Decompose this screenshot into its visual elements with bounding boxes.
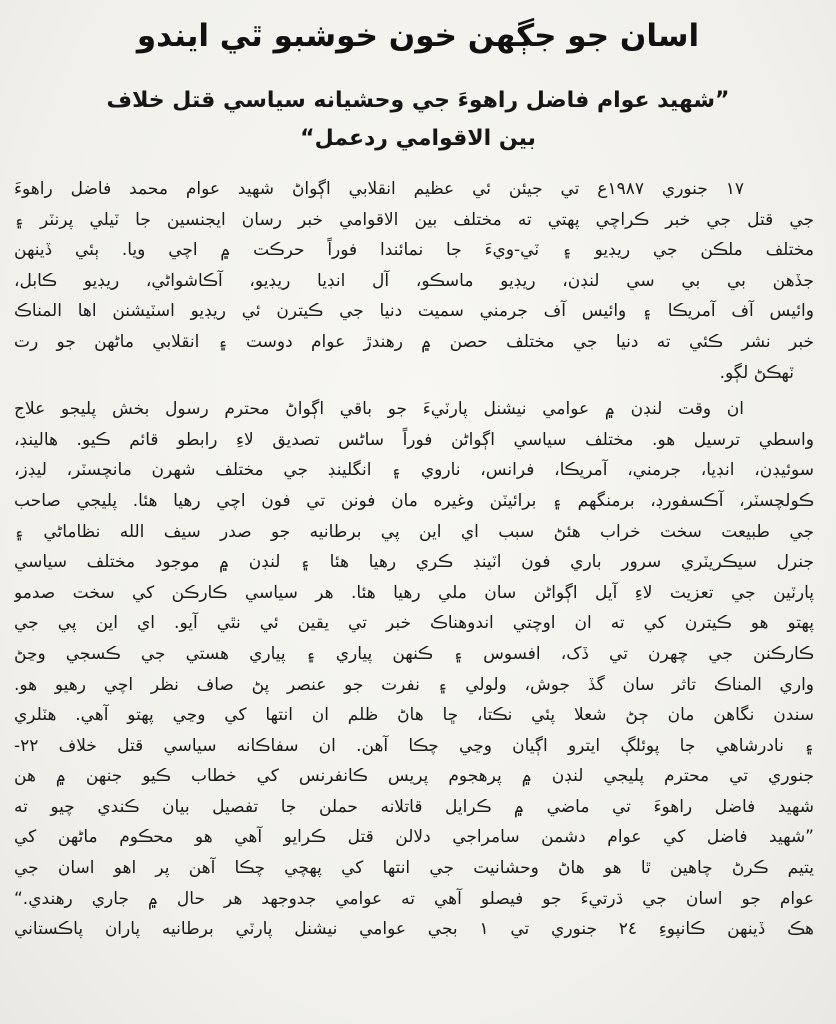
body-line: ١٧ جنوري ١٩٨٧ع تي جيئن ئي عظيم انقلابي اڳواڻ شهيد عوام محمد فاضل راهوءَ (14, 179, 744, 199)
body-line: ان وقت لنڊن ۾ عوامي نيشنل پارٽيءَ جو باقي اڳواڻ محترم رسول بخش پليجو علاج (14, 399, 744, 420)
body-line: خبر نشر ڪئي ته دنيا جي مختلف حصن ۾ رهندڙ عوام دوست ۽ انقلابي ماڻهن جو رت (14, 331, 814, 352)
article-body (14, 174, 814, 945)
paragraph-1 (14, 174, 814, 388)
body-line: ٽهڪڻ لڳو. (719, 362, 794, 383)
body-line: مختلف ملڪن جي ريڊيو ۽ ٽي-ويءَ جا نمائندا فوراً حرڪت ۾ اچي ويا. ٻئي ڏينهن (14, 240, 814, 261)
body-line: عوام جو اسان جي ڌرتيءَ جو فيصلو آهي ته عوامي جدوجهد هر حال ۾ جاري رهندي.“ (14, 888, 814, 909)
body-line: واري المناڪ تاثر سان گڏ جوش، ولولي ۽ نفرت جو عنصر پڻ صاف نظر اچي رهيو هو. (14, 674, 814, 695)
body-line: هڪ ڏينهن ڪانپوءِ ٢٤ جنوري تي ١ بجي عوامي نيشنل پارٽي برطانيه پاران پاڪستاني (14, 919, 814, 940)
body-line: سندن نگاهن مان ڄڻ شعلا پئي نڪتا، ڇا هاڻ ظلم ان انتها کي وڃي پهتو آهي. هٽلري (14, 705, 814, 726)
body-line: جي طبيعت سخت خراب هئڻ سبب اي اين پي برطانيه جو صدر سيف الله نظاماڻي ۽ (14, 521, 814, 542)
body-line: جنوري تي محترم پليجي لنڊن ۾ پرهجوم پريس ڪانفرنس کي خطاب ڪيو جنهن ۾ هن (14, 766, 814, 787)
body-line: واسطي ترسيل هو. مختلف سياسي اڳواڻن فوراً ساڻس تصديق لاءِ رابطو قائم ڪيو. هالينڊ، (14, 429, 814, 450)
body-line: ڪارڪنن جي چهرن تي ڏک، افسوس ۽ ڪنهن پياري ۽ پياري هستي جي ڪسجي وڃڻ (14, 643, 814, 664)
body-line: سوئيڊن، انڊيا، جرمني، آمريڪا، فرانس، ناروي ۽ انگلينڊ جي مختلف شهرن مانچسٽر، ليڊز، (14, 460, 814, 481)
body-line: جڏهن بي بي سي لنڊن، ريڊيو ماسڪو، آل انڊيا ريڊيو، آڪاشواڻي، ريڊيو ڪابل، (14, 270, 814, 291)
body-line: شهيد فاضل راهوءَ تي ماضي ۾ ڪرايل قاتلانه حملن جا تفصيل بيان ڪندي چيو ته (14, 796, 814, 817)
body-line: ڪولچسٽر، آڪسفورڊ، برمنگهم ۽ برائيٽن وغيره مان فونن تي فون اچي رهيا هئا. پليجي صاحب (14, 490, 814, 511)
body-line: يتيم ڪرڻ چاهين ٿا هو هاڻ وحشانيت جي انتها کي پهچي چڪا آهن پر اهو اسان جي (14, 858, 814, 879)
subhead-line-1: ”شهيد عوام فاضل راهوءَ جي وحشيانه سياسي قتل خلاف (106, 88, 730, 113)
body-line: پارٽين جي تعزيت لاءِ آيل اڳواڻن سان ملي رهيا هئا. هر سياسي ڪارڪن کي سخت صدمو (14, 582, 814, 603)
subhead-line-2: بين الاقوامي ردعمل“ (300, 126, 536, 151)
body-line: جي قتل جي خبر ڪراچي پهتي ته مختلف بين الاقوامي خبر رسان ايجنسين جا ٽيلي پرنٽر ۽ (14, 209, 814, 230)
article-headline: اسان جو جڳهن خون خوشبو ٿي ايندو (136, 18, 700, 54)
body-line: جنرل سيڪريٽري سرور باري فون اٽينڊ ڪري رهيا هئا ۽ لنڊن ۾ موجود مختلف سياسي (14, 552, 814, 573)
body-line: ”شهيد فاضل کي عوام دشمن سامراجي دلالن قتل ڪرايو آهي هو محڪوم ماڻهن کي (14, 827, 814, 848)
body-line: وائيس آف آمريڪا ۽ وائيس آف جرمني سميت دنيا جي ڪيترن ئي ريڊيو اسٽيشنن اها المناڪ (14, 301, 814, 322)
body-line: ۽ نادرشاهي جا پوئلڳ ايترو اڳيان وڃي چڪا آهن. ان سفاڪانه سياسي قتل خلاف ٢٢- (14, 735, 814, 756)
body-line: پهتو هو ڪيترن کي ته ان اوچتي اندوهناڪ خبر تي يقين ئي نٿي آيو. اي اين پي جي (14, 613, 814, 634)
article-subhead (60, 82, 776, 158)
paragraph-2 (14, 394, 814, 945)
